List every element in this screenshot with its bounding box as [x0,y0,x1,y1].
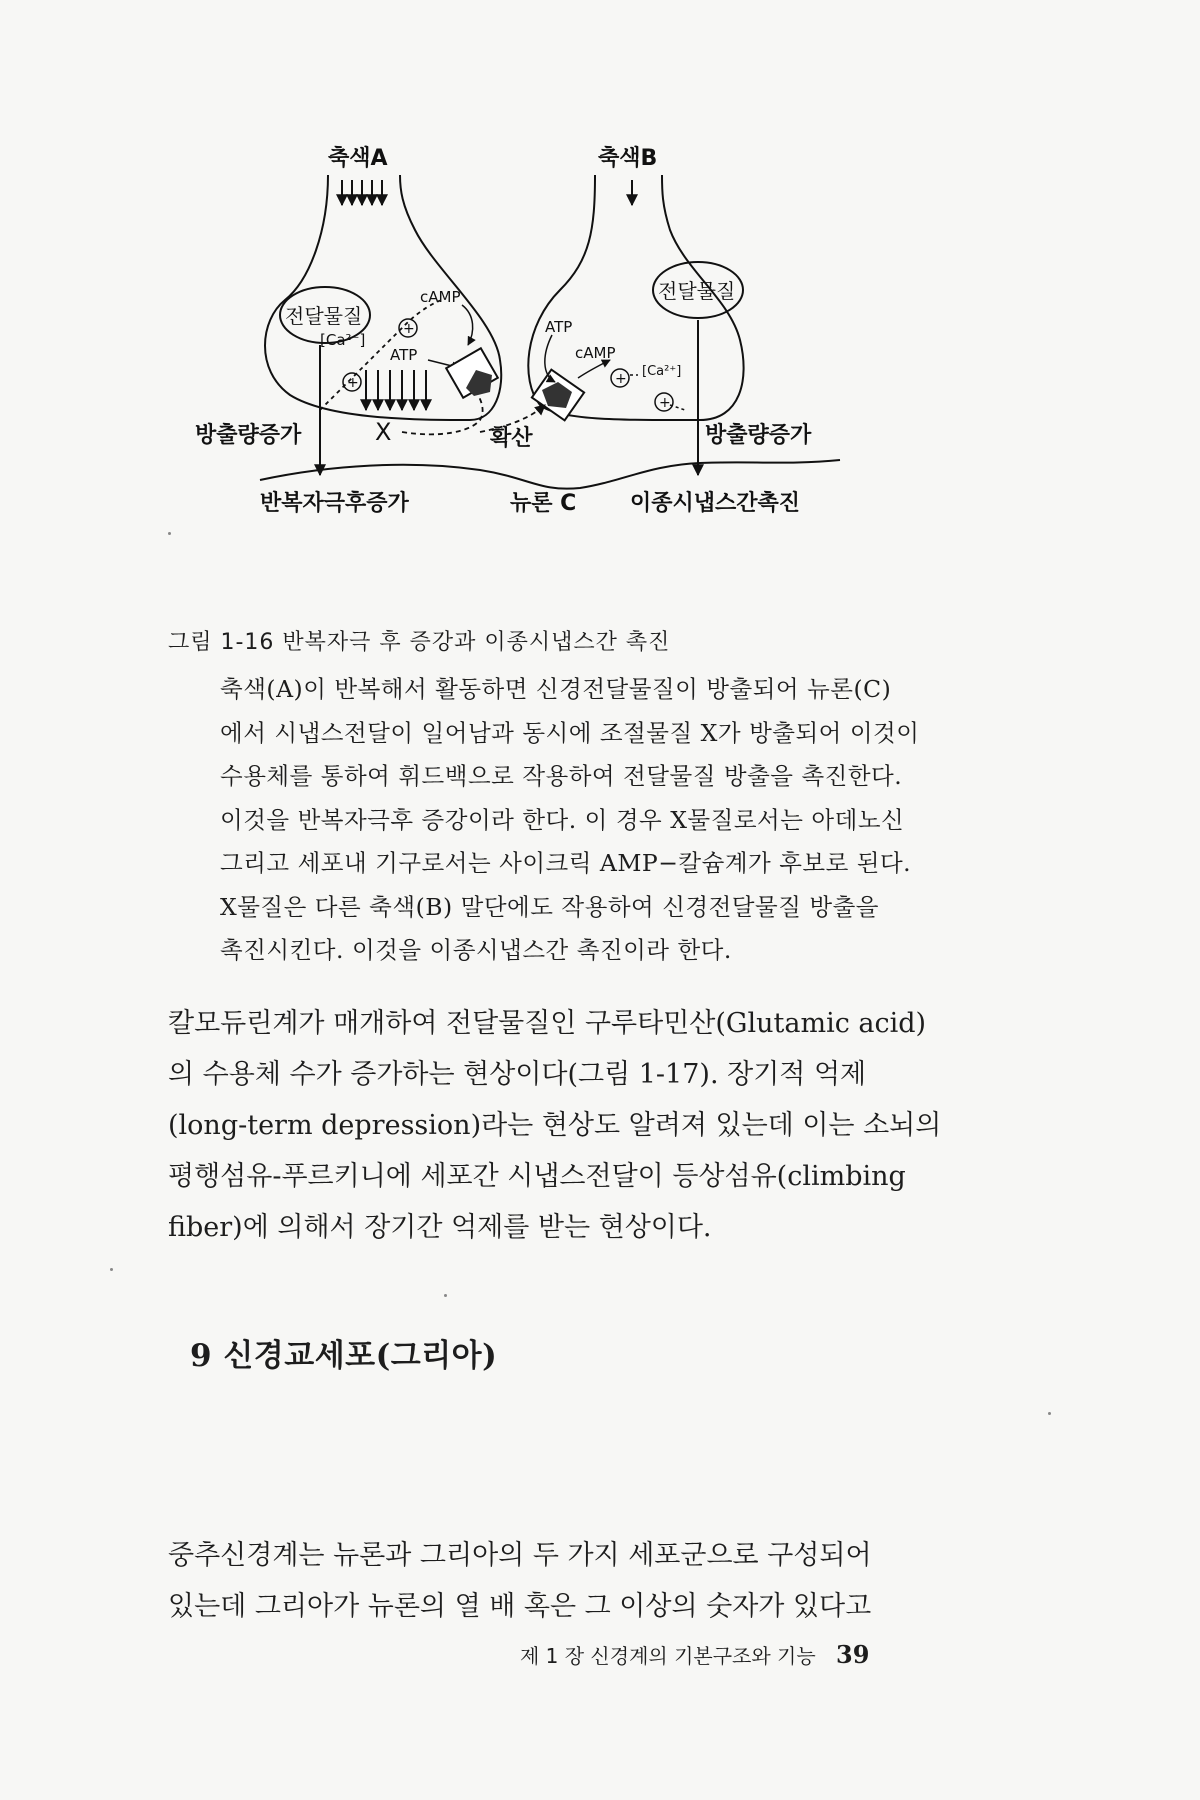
paragraph-line: 칼모듀린계가 매개하여 전달물질인 구루타민산(Glutamic acid) [168,1008,927,1039]
axon-a-label: 축색A [328,146,388,171]
caption-line: 이것을 반복자극후 증강이라 한다. 이 경우 X물질로서는 아데노신 [220,805,905,834]
scan-speck [444,1294,447,1297]
release-increase-left: 방출량증가 [195,423,302,448]
svg-text:+: + [615,371,627,387]
caption-line: 축색(A)이 반복해서 활동하면 신경전달물질이 방출되어 뉴론(C) [220,675,892,703]
left-transmitter-label: 전달물질 [285,304,363,328]
paragraph-line: 평행섬유-푸르키니에 세포간 시냅스전달이 등상섬유(climbing [168,1161,906,1192]
release-increase-right: 방출량증가 [705,423,812,448]
caption-line: 그리고 세포내 기구로서는 사이크릭 AMP−칼슘계가 후보로 된다. [220,849,912,877]
caption-line: 수용체를 통하여 휘드백으로 작용하여 전달물질 방출을 촉진한다. [220,762,903,790]
neuron-c-membrane [260,460,840,489]
right-camp-arrow [578,360,610,378]
diffusion-label: 확산 [490,426,533,451]
left-plus-circle-2 [343,373,361,391]
x-mark: X [375,418,392,446]
section-heading: 9 신경교세포(그리아) [190,1338,498,1374]
synapse-diagram [180,120,1020,620]
right-dashed-feedback [630,375,685,410]
paragraph-line: (long-term depression)라는 현상도 알려져 있는데 이는 소뇌의 [168,1110,942,1141]
right-ca-label: [Ca²⁺] [642,364,682,379]
figure-caption-title: 그림 1-16 반복자극 후 증강과 이종시냅스간 촉진 [168,630,671,655]
right-plus-circle-1 [611,369,629,387]
left-vesicle-release-arrows [366,370,426,410]
right-camp-label: cAMP [575,344,616,362]
paragraph-line: 의 수용체 수가 증가하는 현상이다(그림 1-17). 장기적 억제 [168,1059,867,1090]
left-ca-label: [Ca²⁻] [320,331,366,349]
right-receptor [532,370,584,421]
figure-caption-body [220,668,1010,973]
right-plus-circle-2 [655,393,673,411]
left-atp-label: ATP [390,346,418,364]
right-atp-label: ATP [545,318,573,336]
heterosynaptic-label: 이종시냅스간촉진 [630,491,801,516]
axon-a-arrows [342,180,382,205]
left-receptor [446,348,498,397]
page-number: 39 [836,1640,870,1669]
axon-b-label: 축색B [598,146,658,171]
right-transmitter-label: 전달물질 [658,279,736,303]
neuron-c-label: 뉴론 C [510,491,577,516]
paragraph-line: 중추신경계는 뉴론과 그리아의 두 가지 세포군으로 구성되어 [168,1540,872,1571]
body-paragraph-2 [168,1530,1018,1632]
body-paragraph-1 [168,998,1018,1253]
caption-line: 에서 시냅스전달이 일어남과 동시에 조절물질 X가 방출되어 이것이 [220,718,920,747]
caption-line: X물질은 다른 축색(B) 말단에도 작용하여 신경전달물질 방출을 [220,892,879,921]
svg-text:+: + [347,375,359,391]
left-camp-label: cAMP [420,288,461,306]
scan-speck [168,532,171,535]
page-footer [520,1640,869,1669]
left-camp-arrow [462,305,473,345]
scan-speck [110,1268,113,1271]
chapter-title: 제 1 장 신경계의 기본구조와 기능 [520,1644,816,1668]
post-tetanic-label: 반복자극후증가 [260,491,409,516]
paragraph-line: 있는데 그리아가 뉴론의 열 배 혹은 그 이상의 숫자가 있다고 [168,1591,872,1622]
paragraph-line: fiber)에 의해서 장기간 억제를 받는 현상이다. [168,1212,712,1243]
svg-text:+: + [403,321,415,337]
scan-speck [1048,1412,1051,1415]
caption-line: 촉진시킨다. 이것을 이종시냅스간 촉진이라 한다. [220,936,732,964]
svg-text:+: + [659,395,671,411]
